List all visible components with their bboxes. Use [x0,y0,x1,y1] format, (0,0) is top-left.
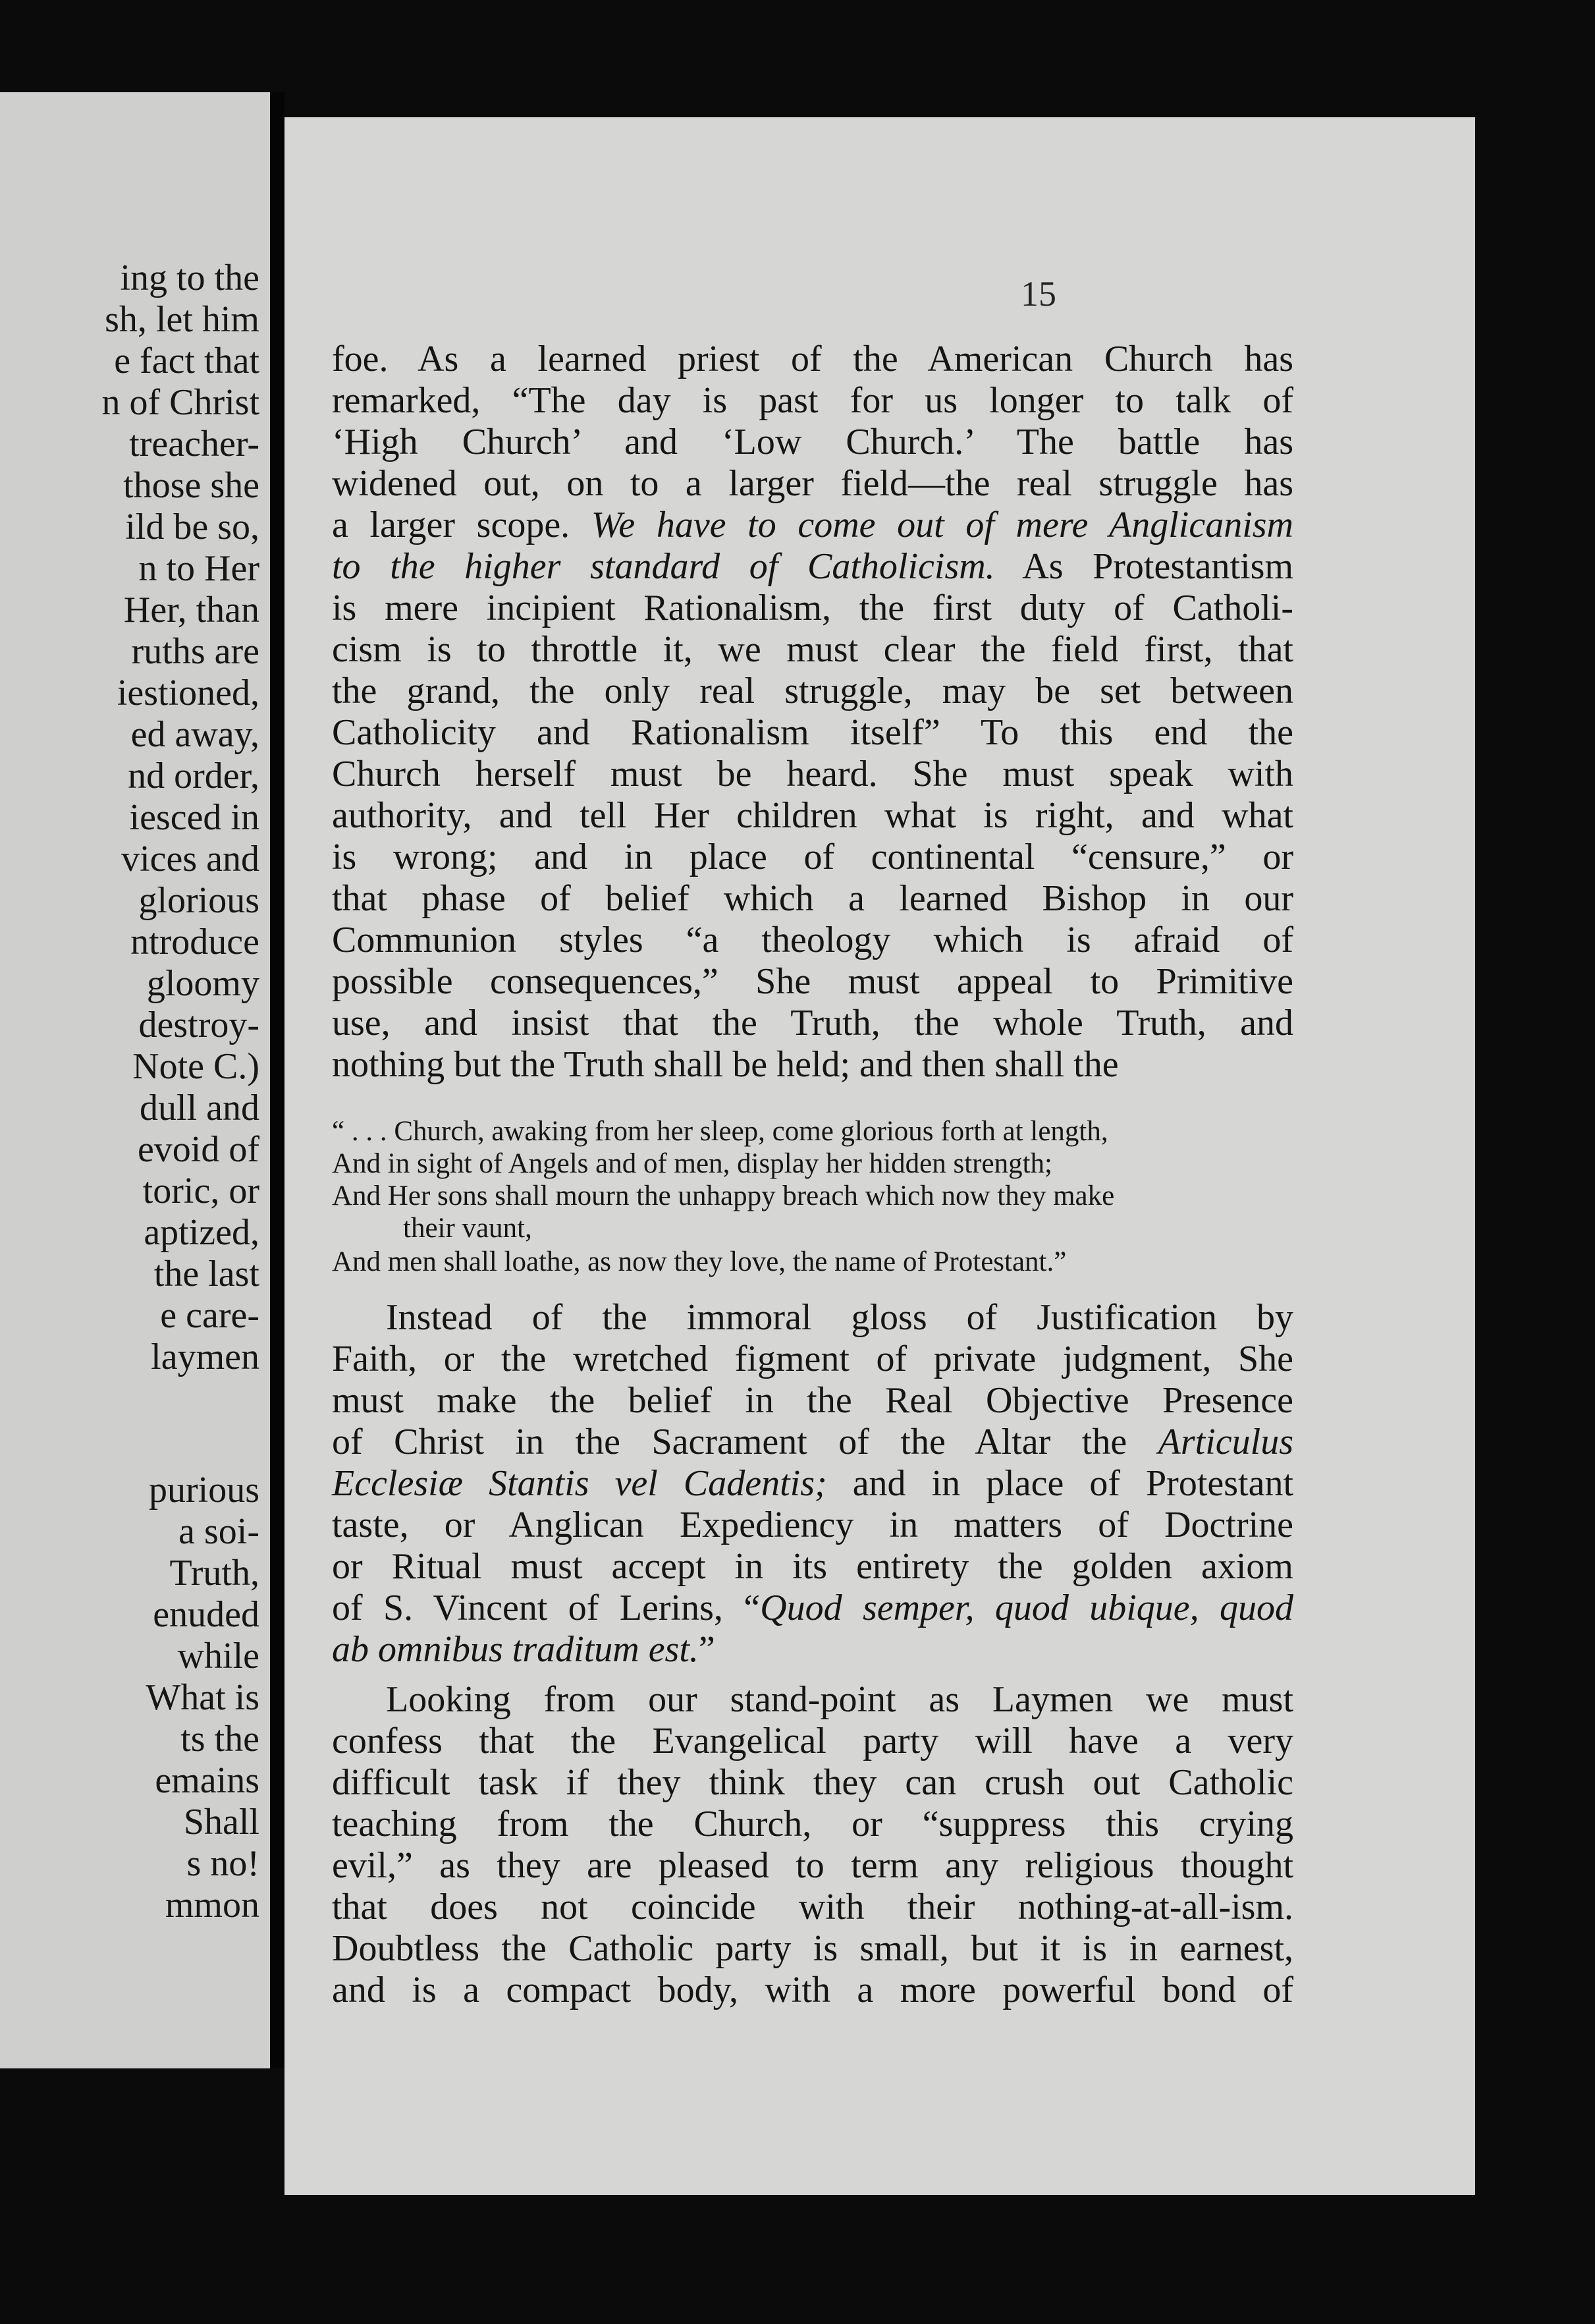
italic-phrase: Ecclesiæ Stantis vel Cadentis; [332,1463,827,1504]
book-gutter [270,92,284,2068]
italic-quote: We have to come out of mere Anglicanism [591,505,1293,545]
text-line: use, and insist that the Truth, the whole Truth, and [332,1003,1293,1043]
text-line [332,504,1293,546]
left-page-fragment: Shall [183,1802,259,1842]
text-line: widened out, on to a larger field—the real struggle has [332,463,1293,504]
text-line: difficult task if they think they can crush out Catholic [332,1762,1293,1803]
left-page-fragment: s no! [186,1843,259,1884]
left-page-fragment: laymen [151,1337,259,1377]
left-page-fragment: ruths are [131,631,259,672]
text-line: Looking from our stand-point as Laymen we must [386,1679,1293,1720]
left-page-fragment: toric, or [142,1171,259,1211]
left-page-fragment: a soi- [178,1511,259,1552]
left-page-fragment: aptized, [144,1212,259,1253]
verse-line: “ . . . Church, awaking from her sleep, come glorious forth at length, [332,1116,1108,1147]
left-page-fragment: ts the [180,1719,259,1759]
text-line: Doubtless the Catholic party is small, but it is in earnest, [332,1928,1293,1969]
text-line: evil,” as they are pleased to term any religious thought [332,1845,1293,1886]
left-page-fragment: ing to the [120,258,259,298]
left-page-fragment: glorious [138,880,259,921]
left-page-fragment: n of Christ [101,382,259,423]
text-line [332,1587,1293,1629]
left-page-fragment: e fact that [114,341,259,381]
text-line: ‘High Church’ and ‘Low Church.’ The battle has [332,422,1293,462]
italic-quote: to the higher standard of Catholicism. [332,546,995,587]
text-line [332,1628,1293,1671]
left-page-fragment: dull and [140,1088,259,1128]
text-segment: of S. Vincent of Lerins, “ [332,1588,761,1628]
left-page-fragment: purious [149,1470,259,1510]
text-line: Church herself must be heard. She must speak with [332,754,1293,794]
left-page-fragment: destroy- [138,1005,259,1045]
left-page-fragment: n to Her [138,548,259,589]
left-page-fragment: iesced in [129,797,259,838]
left-page-fragment: Her, than [123,590,259,630]
text-line: Communion styles “a theology which is afraid of [332,920,1293,960]
text-line: that does not coincide with their nothing-at-all-ism. [332,1887,1293,1927]
text-line: that phase of belief which a learned Bishop in our [332,878,1293,919]
text-line: taste, or Anglican Expediency in matters of Doctrine [332,1505,1293,1545]
left-page-fragment: treacher- [129,424,259,464]
text-line [332,1421,1293,1463]
text-line: confess that the Evangelical party will have a very [332,1721,1293,1761]
text-line: or Ritual must accept in its entirety the golden axiom [332,1546,1293,1587]
text-line: foe. As a learned priest of the American Church has [332,339,1293,379]
italic-latin-quote: Quod semper, quod ubique, quod [760,1588,1293,1628]
text-line: teaching from the Church, or “suppress this crying [332,1804,1293,1844]
text-line [332,545,1293,588]
verse-line: their vaunt, [403,1213,532,1244]
left-page-fragment: gloomy [146,963,259,1004]
left-page-fragment: sh, let him [105,299,259,340]
text-line: is wrong; and in place of continental “censure,” or [332,837,1293,877]
left-page-fragment: enuded [153,1594,259,1635]
left-page-fragment: the last [153,1254,259,1294]
left-page-fragment: while [177,1636,259,1676]
text-segment: ” [698,1629,715,1670]
left-page-fragment: ntroduce [130,922,259,962]
text-line: cism is to throttle it, we must clear the field first, that [332,629,1293,670]
text-line: nothing but the Truth shall be held; and then shall the [332,1044,1119,1085]
text-line: Faith, or the wretched figment of private judgment, She [332,1339,1293,1379]
italic-latin-quote: ab omnibus traditum est. [332,1629,699,1670]
left-page [0,92,270,2068]
left-page-fragment: e care- [160,1295,259,1336]
text-line: Catholicity and Rationalism itself” To this end the [332,712,1293,753]
left-page-fragment: ed away, [130,714,259,755]
right-page [284,117,1475,2195]
text-segment: and in place of Protestant [852,1463,1294,1504]
verse-line: And in sight of Angels and of men, display her hidden strength; [332,1148,1052,1179]
text-line: possible consequences,” She must appeal to Primitive [332,961,1293,1002]
left-page-fragment: mmon [165,1885,259,1925]
left-page-fragment: nd order, [128,756,259,796]
text-line: authority, and tell Her children what is right, and what [332,795,1293,836]
text-line: remarked, “The day is past for us longer to talk of [332,380,1293,421]
text-line: must make the belief in the Real Objective Presence [332,1380,1293,1421]
text-line: the grand, the only real struggle, may be set between [332,671,1293,711]
text-line: and is a compact body, with a more powerful bond of [332,1970,1293,2010]
left-page-fragment: Truth, [169,1553,259,1593]
text-segment: of Christ in the Sacrament of the Altar the [332,1422,1127,1462]
text-line: Instead of the immoral gloss of Justification by [386,1297,1293,1338]
text-segment: As Protestantism [1022,546,1294,587]
left-page-fragment: emains [155,1760,259,1801]
text-line: is mere incipient Rationalism, the first duty of Catholi- [332,588,1293,628]
page-number: 15 [1021,274,1056,314]
left-page-fragment: those she [123,465,259,506]
verse-line: And Her sons shall mourn the unhappy breach which now they make [332,1180,1115,1211]
text-segment: a larger scope. [332,505,570,545]
left-page-fragment: evoid of [137,1129,259,1170]
text-line [332,1462,1293,1505]
left-page-fragment: Note C.) [132,1046,259,1087]
left-page-fragment: ild be so, [125,507,259,547]
italic-phrase: Articulus [1158,1422,1293,1462]
verse-line: And men shall loathe, as now they love, the name of Protestant.” [332,1246,1067,1277]
left-page-fragment: What is [146,1677,259,1718]
left-page-fragment: vices and [121,839,259,879]
left-page-fragment: iestioned, [117,673,259,713]
